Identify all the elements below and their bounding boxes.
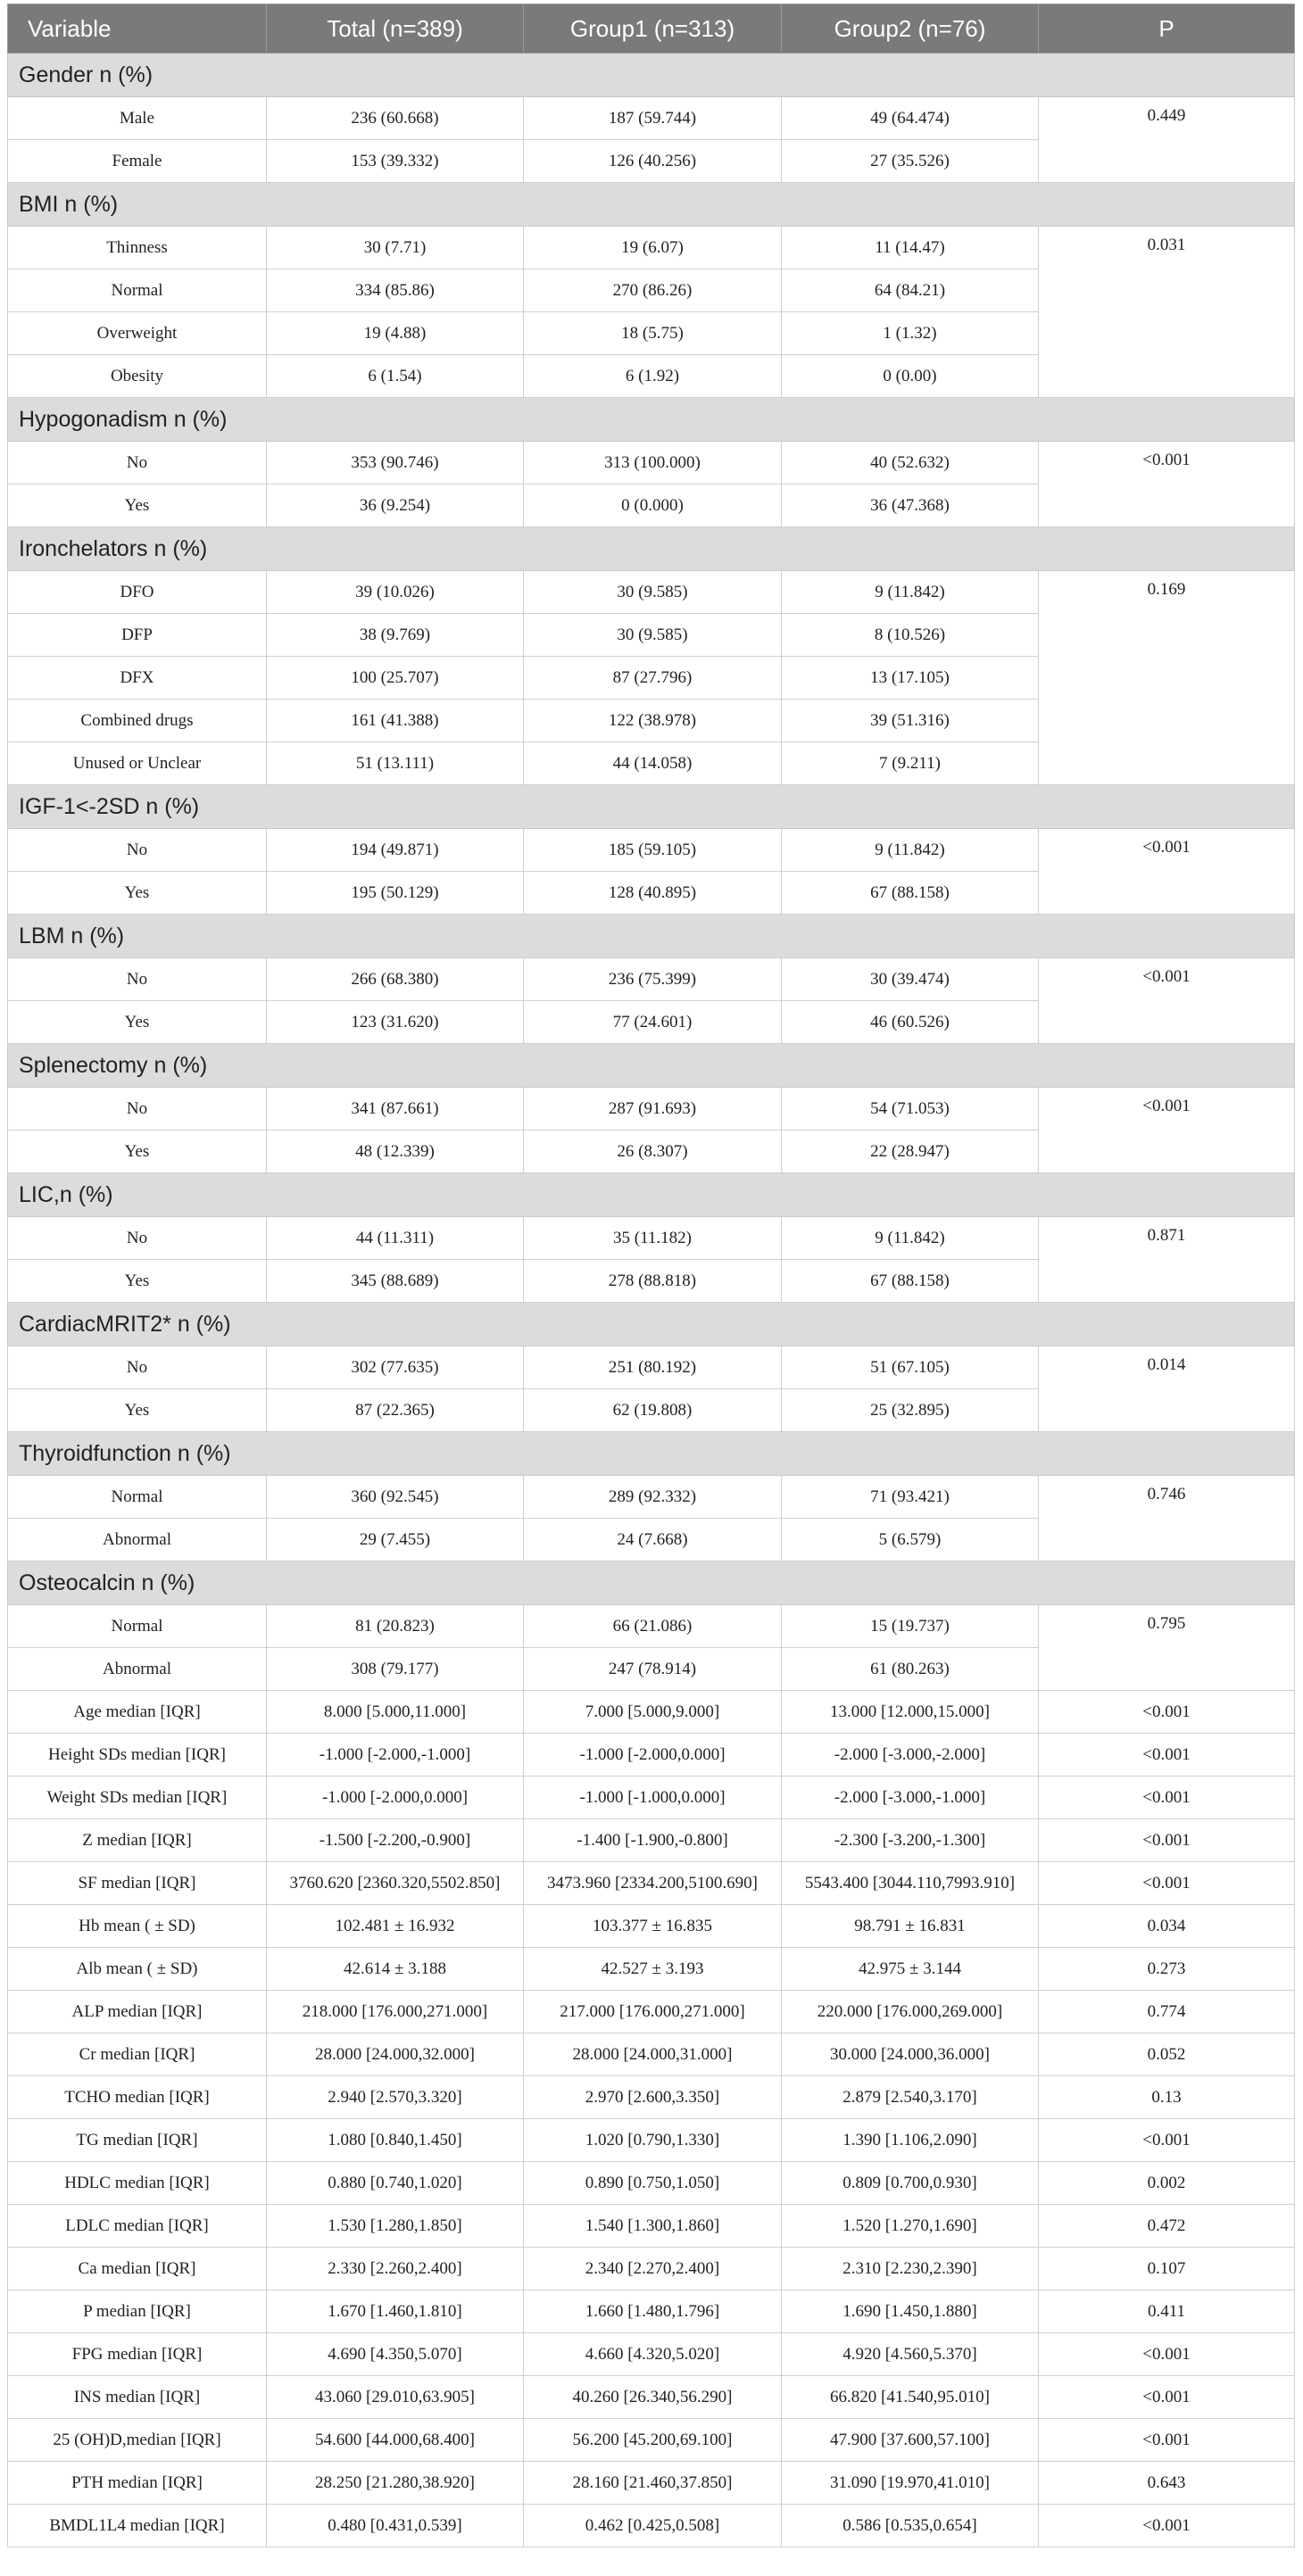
- total-value: 195 (50.129): [267, 872, 524, 915]
- group1-value: 187 (59.744): [524, 97, 782, 140]
- group2-value: 31.090 [19.970,41.010]: [782, 2462, 1039, 2505]
- category-header-row: [8, 915, 1295, 958]
- p-value: 0.472: [1039, 2205, 1295, 2248]
- group1-value: 24 (7.668): [524, 1519, 782, 1561]
- table-row: [8, 2333, 1295, 2376]
- group2-value: 54 (71.053): [782, 1088, 1039, 1131]
- row-label: Cr median [IQR]: [8, 2033, 267, 2076]
- total-value: 102.481 ± 16.932: [267, 1905, 524, 1948]
- total-value: 81 (20.823): [267, 1605, 524, 1648]
- table-row: [8, 1476, 1295, 1519]
- group2-value: 67 (88.158): [782, 872, 1039, 915]
- group1-value: 0.462 [0.425,0.508]: [524, 2505, 782, 2547]
- p-value: <0.001: [1039, 958, 1295, 1044]
- category-title: Gender n (%): [8, 54, 1295, 97]
- total-value: 341 (87.661): [267, 1088, 524, 1131]
- row-label: Male: [8, 97, 267, 140]
- row-label: Yes: [8, 1260, 267, 1303]
- row-label: Hb mean ( ± SD): [8, 1905, 267, 1948]
- category-title: Osteocalcin n (%): [8, 1561, 1295, 1605]
- group1-value: 122 (38.978): [524, 700, 782, 742]
- group2-value: 13 (17.105): [782, 657, 1039, 700]
- row-label: No: [8, 1346, 267, 1389]
- row-label: PTH median [IQR]: [8, 2462, 267, 2505]
- row-label: LDLC median [IQR]: [8, 2205, 267, 2248]
- p-value: 0.169: [1039, 571, 1295, 785]
- header-group1: Group1 (n=313): [524, 4, 782, 54]
- total-value: 353 (90.746): [267, 442, 524, 485]
- group2-value: 11 (14.47): [782, 227, 1039, 269]
- group2-value: 9 (11.842): [782, 1217, 1039, 1260]
- total-value: 38 (9.769): [267, 614, 524, 657]
- total-value: 0.880 [0.740,1.020]: [267, 2162, 524, 2205]
- total-value: 19 (4.88): [267, 312, 524, 355]
- group2-value: 2.310 [2.230,2.390]: [782, 2248, 1039, 2290]
- row-label: BMDL1L4 median [IQR]: [8, 2505, 267, 2547]
- p-value: <0.001: [1039, 1691, 1295, 1734]
- p-value: <0.001: [1039, 2419, 1295, 2462]
- row-label: Ca median [IQR]: [8, 2248, 267, 2290]
- total-value: 87 (22.365): [267, 1389, 524, 1432]
- group2-value: 9 (11.842): [782, 829, 1039, 872]
- table-row: [8, 1691, 1295, 1734]
- group1-value: 185 (59.105): [524, 829, 782, 872]
- total-value: 123 (31.620): [267, 1001, 524, 1044]
- group2-value: 2.879 [2.540,3.170]: [782, 2076, 1039, 2119]
- total-value: 43.060 [29.010,63.905]: [267, 2376, 524, 2419]
- group2-value: 61 (80.263): [782, 1648, 1039, 1691]
- group1-value: 251 (80.192): [524, 1346, 782, 1389]
- category-title: BMI n (%): [8, 183, 1295, 227]
- category-title: Ironchelators n (%): [8, 527, 1295, 571]
- table-row: [8, 1346, 1295, 1389]
- group2-value: 9 (11.842): [782, 571, 1039, 614]
- category-header-row: [8, 1303, 1295, 1346]
- group1-value: 287 (91.693): [524, 1088, 782, 1131]
- total-value: 345 (88.689): [267, 1260, 524, 1303]
- baseline-characteristics-table: [7, 4, 1295, 2547]
- p-value: 0.449: [1039, 97, 1295, 183]
- p-value: 0.774: [1039, 1991, 1295, 2033]
- group1-value: 42.527 ± 3.193: [524, 1948, 782, 1991]
- p-value: <0.001: [1039, 1819, 1295, 1862]
- p-value: <0.001: [1039, 2376, 1295, 2419]
- group2-value: 22 (28.947): [782, 1131, 1039, 1173]
- group2-value: 49 (64.474): [782, 97, 1039, 140]
- group2-value: -2.300 [-3.200,-1.300]: [782, 1819, 1039, 1862]
- group1-value: 103.377 ± 16.835: [524, 1905, 782, 1948]
- group2-value: 25 (32.895): [782, 1389, 1039, 1432]
- total-value: 30 (7.71): [267, 227, 524, 269]
- total-value: -1.000 [-2.000,0.000]: [267, 1777, 524, 1819]
- row-label: No: [8, 442, 267, 485]
- category-title: Splenectomy n (%): [8, 1044, 1295, 1088]
- group1-value: 236 (75.399): [524, 958, 782, 1001]
- row-label: Weight SDs median [IQR]: [8, 1777, 267, 1819]
- row-label: Abnormal: [8, 1648, 267, 1691]
- table-row: [8, 1734, 1295, 1777]
- p-value: <0.001: [1039, 442, 1295, 527]
- group2-value: 67 (88.158): [782, 1260, 1039, 1303]
- header-group2: Group2 (n=76): [782, 4, 1039, 54]
- group1-value: 217.000 [176.000,271.000]: [524, 1991, 782, 2033]
- group2-value: 30.000 [24.000,36.000]: [782, 2033, 1039, 2076]
- table-row: [8, 2419, 1295, 2462]
- p-value: <0.001: [1039, 2119, 1295, 2162]
- p-value: 0.643: [1039, 2462, 1295, 2505]
- total-value: 308 (79.177): [267, 1648, 524, 1691]
- category-header-row: [8, 1561, 1295, 1605]
- group2-value: 51 (67.105): [782, 1346, 1039, 1389]
- total-value: 1.670 [1.460,1.810]: [267, 2290, 524, 2333]
- p-value: 0.052: [1039, 2033, 1295, 2076]
- category-header-row: [8, 527, 1295, 571]
- group2-value: 39 (51.316): [782, 700, 1039, 742]
- total-value: -1.000 [-2.000,-1.000]: [267, 1734, 524, 1777]
- group2-value: 1 (1.32): [782, 312, 1039, 355]
- total-value: 194 (49.871): [267, 829, 524, 872]
- row-label: Overweight: [8, 312, 267, 355]
- group1-value: 126 (40.256): [524, 140, 782, 183]
- p-value: 0.034: [1039, 1905, 1295, 1948]
- table-row: [8, 2076, 1295, 2119]
- group1-value: 270 (86.26): [524, 269, 782, 312]
- group2-value: 8 (10.526): [782, 614, 1039, 657]
- p-value: 0.795: [1039, 1605, 1295, 1691]
- group1-value: 2.970 [2.600,3.350]: [524, 2076, 782, 2119]
- p-value: <0.001: [1039, 1734, 1295, 1777]
- total-value: 218.000 [176.000,271.000]: [267, 1991, 524, 2033]
- row-label: TCHO median [IQR]: [8, 2076, 267, 2119]
- total-value: 28.250 [21.280,38.920]: [267, 2462, 524, 2505]
- table-row: [8, 2248, 1295, 2290]
- total-value: 236 (60.668): [267, 97, 524, 140]
- category-header-row: [8, 785, 1295, 829]
- group2-value: 30 (39.474): [782, 958, 1039, 1001]
- table-row: [8, 1217, 1295, 1260]
- total-value: 4.690 [4.350,5.070]: [267, 2333, 524, 2376]
- group1-value: 128 (40.895): [524, 872, 782, 915]
- total-value: 153 (39.332): [267, 140, 524, 183]
- group1-value: 26 (8.307): [524, 1131, 782, 1173]
- group1-value: 1.660 [1.480,1.796]: [524, 2290, 782, 2333]
- category-header-row: [8, 1173, 1295, 1217]
- row-label: ALP median [IQR]: [8, 1991, 267, 2033]
- total-value: 42.614 ± 3.188: [267, 1948, 524, 1991]
- group1-value: 4.660 [4.320,5.020]: [524, 2333, 782, 2376]
- group2-value: 98.791 ± 16.831: [782, 1905, 1039, 1948]
- group1-value: 3473.960 [2334.200,5100.690]: [524, 1862, 782, 1905]
- category-title: Thyroidfunction n (%): [8, 1432, 1295, 1476]
- group1-value: 18 (5.75): [524, 312, 782, 355]
- category-title: Hypogonadism n (%): [8, 398, 1295, 442]
- total-value: 334 (85.86): [267, 269, 524, 312]
- row-label: Thinness: [8, 227, 267, 269]
- row-label: Unused or Unclear: [8, 742, 267, 785]
- row-label: Yes: [8, 872, 267, 915]
- header-row: [8, 4, 1295, 54]
- table-row: [8, 442, 1295, 485]
- total-value: -1.500 [-2.200,-0.900]: [267, 1819, 524, 1862]
- group1-value: 56.200 [45.200,69.100]: [524, 2419, 782, 2462]
- category-title: IGF-1<-2SD n (%): [8, 785, 1295, 829]
- table-row: [8, 1605, 1295, 1648]
- total-value: 29 (7.455): [267, 1519, 524, 1561]
- group1-value: 66 (21.086): [524, 1605, 782, 1648]
- group1-value: 2.340 [2.270,2.400]: [524, 2248, 782, 2290]
- group2-value: 64 (84.21): [782, 269, 1039, 312]
- group1-value: 1.540 [1.300,1.860]: [524, 2205, 782, 2248]
- group1-value: 7.000 [5.000,9.000]: [524, 1691, 782, 1734]
- p-value: 0.273: [1039, 1948, 1295, 1991]
- row-label: No: [8, 1217, 267, 1260]
- p-value: <0.001: [1039, 829, 1295, 915]
- total-value: 54.600 [44.000,68.400]: [267, 2419, 524, 2462]
- group1-value: 19 (6.07): [524, 227, 782, 269]
- group2-value: -2.000 [-3.000,-1.000]: [782, 1777, 1039, 1819]
- table-body: [8, 54, 1295, 2547]
- table-row: [8, 1777, 1295, 1819]
- total-value: 161 (41.388): [267, 700, 524, 742]
- p-value: <0.001: [1039, 2505, 1295, 2547]
- row-label: Height SDs median [IQR]: [8, 1734, 267, 1777]
- group1-value: 0 (0.000): [524, 485, 782, 527]
- group2-value: -2.000 [-3.000,-2.000]: [782, 1734, 1039, 1777]
- total-value: 266 (68.380): [267, 958, 524, 1001]
- total-value: 28.000 [24.000,32.000]: [267, 2033, 524, 2076]
- table-row: [8, 1991, 1295, 2033]
- group1-value: 44 (14.058): [524, 742, 782, 785]
- table-row: [8, 2119, 1295, 2162]
- row-label: Yes: [8, 1131, 267, 1173]
- table-row: [8, 2505, 1295, 2547]
- table-row: [8, 1948, 1295, 1991]
- row-label: Abnormal: [8, 1519, 267, 1561]
- row-label: Combined drugs: [8, 700, 267, 742]
- row-label: Alb mean ( ± SD): [8, 1948, 267, 1991]
- table-row: [8, 1088, 1295, 1131]
- row-label: SF median [IQR]: [8, 1862, 267, 1905]
- total-value: 1.530 [1.280,1.850]: [267, 2205, 524, 2248]
- total-value: 8.000 [5.000,11.000]: [267, 1691, 524, 1734]
- row-label: DFO: [8, 571, 267, 614]
- total-value: 360 (92.545): [267, 1476, 524, 1519]
- total-value: 1.080 [0.840,1.450]: [267, 2119, 524, 2162]
- p-value: 0.014: [1039, 1346, 1295, 1432]
- table-row: [8, 2162, 1295, 2205]
- row-label: Normal: [8, 269, 267, 312]
- row-label: Yes: [8, 485, 267, 527]
- group1-value: 30 (9.585): [524, 571, 782, 614]
- p-value: <0.001: [1039, 1777, 1295, 1819]
- p-value: <0.001: [1039, 1088, 1295, 1173]
- row-label: TG median [IQR]: [8, 2119, 267, 2162]
- group2-value: 42.975 ± 3.144: [782, 1948, 1039, 1991]
- group2-value: 7 (9.211): [782, 742, 1039, 785]
- group1-value: 62 (19.808): [524, 1389, 782, 1432]
- row-label: Normal: [8, 1605, 267, 1648]
- header-total: Total (n=389): [267, 4, 524, 54]
- group2-value: 1.690 [1.450,1.880]: [782, 2290, 1039, 2333]
- group1-value: 87 (27.796): [524, 657, 782, 700]
- total-value: 3760.620 [2360.320,5502.850]: [267, 1862, 524, 1905]
- group1-value: 289 (92.332): [524, 1476, 782, 1519]
- group2-value: 0.586 [0.535,0.654]: [782, 2505, 1039, 2547]
- table-row: [8, 2205, 1295, 2248]
- header-p: P: [1039, 4, 1295, 54]
- group1-value: 30 (9.585): [524, 614, 782, 657]
- group2-value: 66.820 [41.540,95.010]: [782, 2376, 1039, 2419]
- table-row: [8, 2462, 1295, 2505]
- group1-value: 6 (1.92): [524, 355, 782, 398]
- group1-value: 77 (24.601): [524, 1001, 782, 1044]
- row-label: No: [8, 958, 267, 1001]
- group2-value: 47.900 [37.600,57.100]: [782, 2419, 1039, 2462]
- p-value: 0.411: [1039, 2290, 1295, 2333]
- p-value: <0.001: [1039, 1862, 1295, 1905]
- total-value: 44 (11.311): [267, 1217, 524, 1260]
- group2-value: 46 (60.526): [782, 1001, 1039, 1044]
- p-value: <0.001: [1039, 2333, 1295, 2376]
- group1-value: 28.000 [24.000,31.000]: [524, 2033, 782, 2076]
- table-row: [8, 1862, 1295, 1905]
- group2-value: 40 (52.632): [782, 442, 1039, 485]
- group2-value: 5 (6.579): [782, 1519, 1039, 1561]
- header-variable: Variable: [8, 4, 267, 54]
- group1-value: -1.000 [-2.000,0.000]: [524, 1734, 782, 1777]
- group2-value: 36 (47.368): [782, 485, 1039, 527]
- group1-value: 40.260 [26.340,56.290]: [524, 2376, 782, 2419]
- total-value: 48 (12.339): [267, 1131, 524, 1173]
- category-title: LBM n (%): [8, 915, 1295, 958]
- group1-value: 0.890 [0.750,1.050]: [524, 2162, 782, 2205]
- p-value: 0.031: [1039, 227, 1295, 398]
- group1-value: -1.000 [-1.000,0.000]: [524, 1777, 782, 1819]
- row-label: Yes: [8, 1001, 267, 1044]
- category-title: CardiacMRIT2* n (%): [8, 1303, 1295, 1346]
- row-label: INS median [IQR]: [8, 2376, 267, 2419]
- group1-value: 247 (78.914): [524, 1648, 782, 1691]
- table-row: [8, 829, 1295, 872]
- row-label: Age median [IQR]: [8, 1691, 267, 1734]
- total-value: 100 (25.707): [267, 657, 524, 700]
- table-row: [8, 2033, 1295, 2076]
- group2-value: 27 (35.526): [782, 140, 1039, 183]
- row-label: No: [8, 829, 267, 872]
- row-label: DFP: [8, 614, 267, 657]
- category-header-row: [8, 398, 1295, 442]
- group2-value: 5543.400 [3044.110,7993.910]: [782, 1862, 1039, 1905]
- category-header-row: [8, 1432, 1295, 1476]
- group2-value: 71 (93.421): [782, 1476, 1039, 1519]
- row-label: DFX: [8, 657, 267, 700]
- total-value: 302 (77.635): [267, 1346, 524, 1389]
- table-row: [8, 958, 1295, 1001]
- group2-value: 1.520 [1.270,1.690]: [782, 2205, 1039, 2248]
- group2-value: 4.920 [4.560,5.370]: [782, 2333, 1039, 2376]
- table-row: [8, 571, 1295, 614]
- category-header-row: [8, 1044, 1295, 1088]
- p-value: 0.746: [1039, 1476, 1295, 1561]
- row-label: Yes: [8, 1389, 267, 1432]
- row-label: P median [IQR]: [8, 2290, 267, 2333]
- group2-value: 220.000 [176.000,269.000]: [782, 1991, 1039, 2033]
- group1-value: 28.160 [21.460,37.850]: [524, 2462, 782, 2505]
- category-title: LIC,n (%): [8, 1173, 1295, 1217]
- row-label: FPG median [IQR]: [8, 2333, 267, 2376]
- table-row: [8, 227, 1295, 269]
- table-row: [8, 1819, 1295, 1862]
- group1-value: 35 (11.182): [524, 1217, 782, 1260]
- p-value: 0.107: [1039, 2248, 1295, 2290]
- row-label: Z median [IQR]: [8, 1819, 267, 1862]
- group2-value: 0.809 [0.700,0.930]: [782, 2162, 1039, 2205]
- category-header-row: [8, 183, 1295, 227]
- row-label: Female: [8, 140, 267, 183]
- p-value: 0.13: [1039, 2076, 1295, 2119]
- row-label: HDLC median [IQR]: [8, 2162, 267, 2205]
- group2-value: 15 (19.737): [782, 1605, 1039, 1648]
- group1-value: 313 (100.000): [524, 442, 782, 485]
- total-value: 2.330 [2.260,2.400]: [267, 2248, 524, 2290]
- table-row: [8, 1905, 1295, 1948]
- total-value: 51 (13.111): [267, 742, 524, 785]
- total-value: 0.480 [0.431,0.539]: [267, 2505, 524, 2547]
- group1-value: 278 (88.818): [524, 1260, 782, 1303]
- total-value: 39 (10.026): [267, 571, 524, 614]
- row-label: No: [8, 1088, 267, 1131]
- group1-value: -1.400 [-1.900,-0.800]: [524, 1819, 782, 1862]
- group2-value: 13.000 [12.000,15.000]: [782, 1691, 1039, 1734]
- group2-value: 1.390 [1.106,2.090]: [782, 2119, 1039, 2162]
- total-value: 36 (9.254): [267, 485, 524, 527]
- table-row: [8, 2290, 1295, 2333]
- row-label: Obesity: [8, 355, 267, 398]
- table-row: [8, 97, 1295, 140]
- category-header-row: [8, 54, 1295, 97]
- total-value: 2.940 [2.570,3.320]: [267, 2076, 524, 2119]
- row-label: 25 (OH)D,median [IQR]: [8, 2419, 267, 2462]
- group2-value: 0 (0.00): [782, 355, 1039, 398]
- group1-value: 1.020 [0.790,1.330]: [524, 2119, 782, 2162]
- row-label: Normal: [8, 1476, 267, 1519]
- p-value: 0.871: [1039, 1217, 1295, 1303]
- total-value: 6 (1.54): [267, 355, 524, 398]
- p-value: 0.002: [1039, 2162, 1295, 2205]
- table-row: [8, 2376, 1295, 2419]
